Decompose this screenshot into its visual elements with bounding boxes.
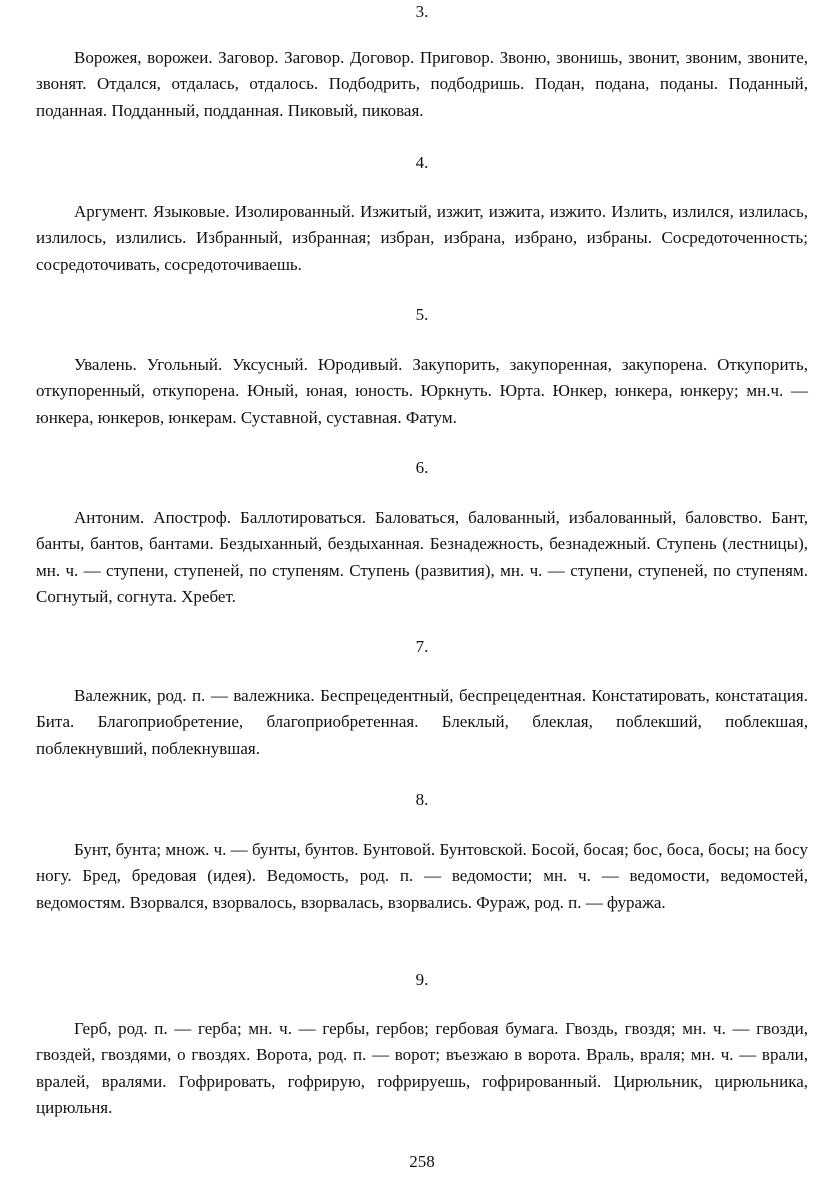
section-paragraph-7: Валежник, род. п. — валежника. Беспрецедентный, беспрецедентная. Констатировать, констатация. Бита. Благоприобретение, благоприобретенная. Блеклый, блеклая, поблекший, поблекшая, поблекнувший, поблекнувшая. bbox=[36, 686, 808, 758]
document-page bbox=[36, 0, 808, 1192]
section-paragraph-3: Ворожея, ворожеи. Заговор. Заговор. Договор. Приговор. Звоню, звонишь, звонит, звоним, звоните, звонят. Отдался, отдалась, отдалось. Подбодрить, подбодришь. Подан, подана, поданы. Поданный, поданная. Подданный, подданная. Пиковый, пиковая. bbox=[36, 48, 808, 120]
section-paragraph-8: Бунт, бунта; множ. ч. — бунты, бунтов. Бунтовой. Бунтовской. Босой, босая; бос, боса, босы; на босу ногу. Бред, бредовая (идея). Ведомость, род. п. — ведомости; мн. ч. — ведомости, ведомостей, ведомостям. Взорвался, взорвалось, взорвалась, взорвались. Фураж, род. п. — фуража. bbox=[36, 840, 808, 912]
section-number-8: 8. bbox=[415, 790, 429, 809]
section-number-6: 6. bbox=[415, 458, 429, 477]
section-number-9: 9. bbox=[415, 970, 429, 989]
section-number-3: 3. bbox=[415, 2, 429, 21]
section-paragraph-6: Антоним. Апостроф. Баллотироваться. Баловаться, балованный, избалованный, баловство. Бант, банты, бантов, бантами. Бездыханный, бездыханная. Безнадежность, безнадежный. Ступень (лестницы), мн. ч. — ступени, ступеней, по ступеням. Ступень (развития), мн. ч. — ступени, ступеней, по ступеням. Согнутый, согнута. Хребет. bbox=[36, 508, 808, 606]
section-paragraph-4: Аргумент. Языковые. Изолированный. Изжитый, изжит, изжита, изжито. Излить, излился, излилась, излилось, излились. Избранный, избранная; избран, избрана, избрано, избраны. Сосредоточенность; сосредоточивать, сосредоточиваешь. bbox=[36, 202, 808, 274]
page-number: 258 bbox=[409, 1152, 435, 1171]
section-number-5: 5. bbox=[415, 305, 429, 324]
section-paragraph-9: Герб, род. п. — герба; мн. ч. — гербы, гербов; гербовая бумага. Гвоздь, гвоздя; мн. ч. — гвозди, гвоздей, гвоздями, о гвоздях. Ворота, род. п. — ворот; въезжаю в ворота. Враль, враля; мн. ч. — врали, вралей, вралями. Гофрировать, гофрирую, гофрируешь, гофрированный. Цирюльник, цирюльника, цирюльня. bbox=[36, 1019, 808, 1117]
section-paragraph-5: Увалень. Угольный. Уксусный. Юродивый. Закупорить, закупоренная, закупорена. Откупорить, откупоренный, откупорена. Юный, юная, юность. Юркнуть. Юрта. Юнкер, юнкера, юнкеру; мн.ч. — юнкера, юнкеров, юнкерам. Суставной, суставная. Фатум. bbox=[36, 355, 808, 427]
section-number-7: 7. bbox=[415, 637, 429, 656]
section-number-4: 4. bbox=[415, 153, 429, 172]
